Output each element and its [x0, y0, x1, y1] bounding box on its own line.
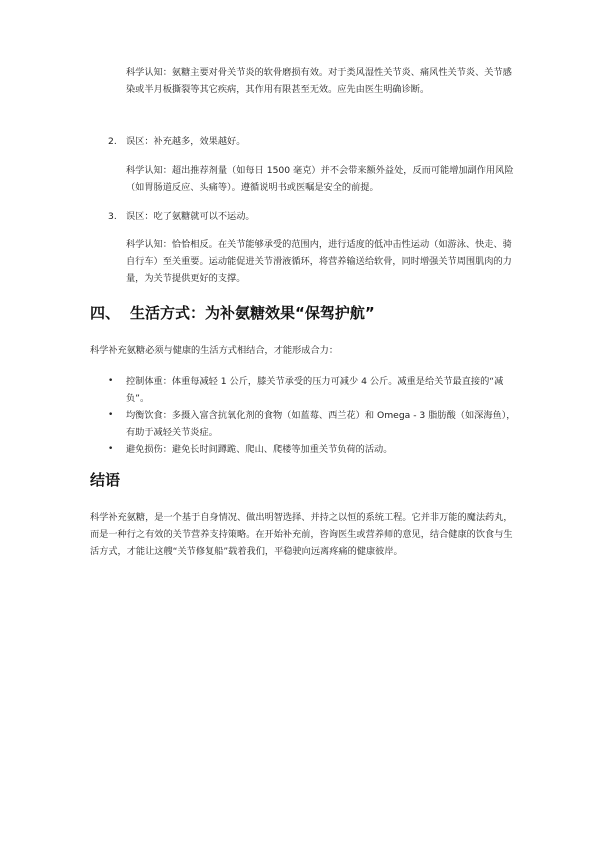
bullet-list: [90, 373, 520, 458]
bullet-item: [90, 373, 520, 407]
item-2-number: 2.: [108, 136, 117, 147]
item-3-number: 3.: [108, 211, 117, 222]
conclusion-text: 科学补充氨糖，是一个基于自身情况、做出明智选择、并持之以恒的系统工程。它并非万能的魔法药丸，而是一种行之有效的关节营养支持策略。在开始补充前，咨询医生或营养师的意见，结合健康的饮食与生活方式，才能让这艘“关节修复船”载着我们，平稳驶向远离疼痛的健康彼岸。: [90, 512, 513, 557]
conclusion-heading: 结语: [90, 471, 121, 489]
bullet-dot-icon: •: [108, 444, 114, 454]
bullet-text: 控制体重：体重每减轻 1 公斤，膝关节承受的压力可减少 4 公斤。减重是给关节最直接的“减负”。: [126, 376, 504, 404]
item-3-note: 科学认知：恰恰相反。在关节能够承受的范围内，进行适度的低冲击性运动（如游泳、快走、骑自行车）至关重要。运动能促进关节滑液循环，将营养输送给软骨，同时增强关节周围肌肉的力量，为关节提供更好的支撑。: [126, 239, 512, 284]
section-4-number: 四、: [90, 304, 121, 322]
section-4-title: 生活方式：为补氨糖效果“保驾护航”: [130, 304, 375, 322]
item-3-title: 误区：吃了氨糖就可以不运动。: [126, 211, 255, 222]
bullet-text: 均衡饮食：多摄入富含抗氧化剂的食物（如蓝莓、西兰花）和 Omega - 3 脂肪酸（如深海鱼），有助于减轻关节炎症。: [126, 410, 516, 438]
item-2-title: 误区：补充越多，效果越好。: [126, 136, 246, 147]
item1-note: 科学认知：氨糖主要对骨关节炎的软骨磨损有效。对于类风湿性关节炎、痛风性关节炎、关节感染或半月板撕裂等其它疾病，其作用有限甚至无效。应先由医生明确诊断。: [126, 67, 512, 95]
bullet-item: [90, 441, 520, 458]
item-2-note: 科学认知：超出推荐剂量（如每日 1500 毫克）并不会带来额外益处，反而可能增加副作用风险（如胃肠道反应、头痛等）。遵循说明书或医嘱是安全的前提。: [126, 165, 514, 193]
section-4-heading: [90, 302, 375, 323]
bullet-dot-icon: •: [108, 410, 114, 420]
bullet-text: 避免损伤：避免长时间蹲跪、爬山、爬楼等加重关节负荷的活动。: [126, 444, 393, 455]
section-4-intro: 科学补充氨糖必须与健康的生活方式相结合，才能形成合力：: [90, 345, 339, 356]
bullet-item: [90, 407, 520, 441]
bullet-dot-icon: •: [108, 376, 114, 386]
